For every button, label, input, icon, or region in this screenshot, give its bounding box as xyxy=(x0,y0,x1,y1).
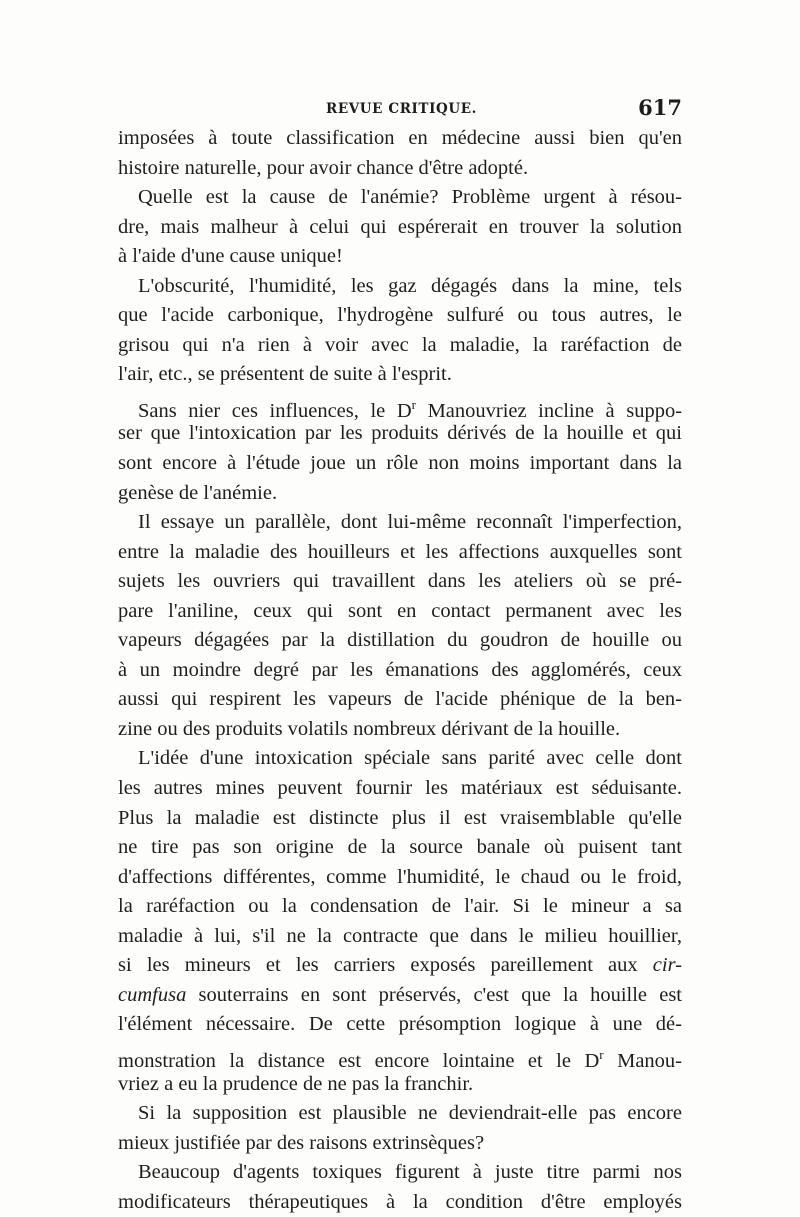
text-line: la raréfaction ou la condensation de l'air. Si le mineur a sa xyxy=(118,895,682,918)
running-title: REVUE CRITIQUE. xyxy=(326,101,477,117)
text-line: Il essaye un parallèle, dont lui-même reconnaît l'imperfection, xyxy=(138,511,682,534)
text-line: maladie à lui, s'il ne la contracte que dans le milieu houillier, xyxy=(118,924,682,947)
text-line: mieux justifiée par des raisons extrinsèques? xyxy=(118,1131,485,1154)
text-line: Sans nier ces influences, le $D^r$ Manouvriez incline à suppo- xyxy=(138,396,683,422)
text-line: l'élément nécessaire. De cette présomption logique à une dé- xyxy=(118,1013,682,1036)
text-line: genèse de l'anémie. xyxy=(118,481,278,504)
paragraph-6 xyxy=(118,744,682,1099)
page-number: 617 xyxy=(638,95,682,120)
paragraph-7 xyxy=(118,1099,682,1158)
text-line: grisou qui n'a rien à voir avec la maladie, la raréfaction de xyxy=(118,333,682,356)
body-text xyxy=(118,124,682,1217)
page-header xyxy=(118,95,682,121)
text-line: vriez a eu la prudence de ne pas la franchir. xyxy=(118,1072,474,1095)
text-line: imposées à toute classification en médecine aussi bien qu'en xyxy=(118,127,682,149)
paragraph-8 xyxy=(118,1158,682,1217)
text-line: histoire naturelle, pour avoir chance d'être adopté. xyxy=(118,156,529,179)
text-line: que l'acide carbonique, l'hydrogène sulfuré ou tous autres, le xyxy=(118,304,682,327)
text-line: les autres mines peuvent fournir les matériaux est séduisante. xyxy=(118,777,682,800)
paragraph-2 xyxy=(118,183,682,272)
paragraph-5 xyxy=(118,508,682,744)
text-line: entre la maladie des houilleurs et les affections auxquelles sont xyxy=(118,540,682,563)
text-line: monstration la distance est encore lointaine et le $D^r$ Manou- xyxy=(118,1046,682,1072)
text-line: d'affections différentes, comme l'humidité, le chaud ou le froid, xyxy=(118,865,682,888)
text-line: zine ou des produits volatils nombreux dérivant de la houille. xyxy=(118,717,621,740)
text-line: L'obscurité, l'humidité, les gaz dégagés dans la mine, tels xyxy=(138,274,682,297)
text-line: pare l'aniline, ceux qui sont en contact permanent avec les xyxy=(118,599,682,622)
paragraph-4 xyxy=(118,390,682,508)
text-line: si les mineurs et les carriers exposés pareillement aux cir- xyxy=(118,954,682,977)
text-line: ne tire pas son origine de la source banale où puisent tant xyxy=(118,836,682,859)
text-line: L'idée d'une intoxication spéciale sans parité avec celle dont xyxy=(138,747,682,770)
text-line: ser que l'intoxication par les produits dérivés de la houille et qui xyxy=(118,422,682,445)
text-line: l'air, etc., se présentent de suite à l'esprit. xyxy=(118,363,452,386)
text-line: cumfusa souterrains en sont préservés, c'est que la houille est xyxy=(118,983,682,1006)
text-line: Quelle est la cause de l'anémie? Problème urgent à résou- xyxy=(138,186,682,209)
paragraph-3 xyxy=(118,272,682,390)
text-line: modificateurs thérapeutiques à la condition d'être employés xyxy=(118,1190,682,1213)
text-line: à l'aide d'une cause unique! xyxy=(118,245,343,268)
text-line: Si la supposition est plausible ne deviendrait-elle pas encore xyxy=(138,1102,682,1125)
text-line: dre, mais malheur à celui qui espérerait en trouver la solution xyxy=(118,215,682,238)
text-line: aussi qui respirent les vapeurs de l'acide phénique de la ben- xyxy=(118,688,682,711)
text-line: sujets les ouvriers qui travaillent dans les ateliers où se pré- xyxy=(118,570,682,593)
paragraph-1 xyxy=(118,124,682,183)
text-line: Plus la maladie est distincte plus il est vraisemblable qu'elle xyxy=(118,806,682,829)
text-line: Beaucoup d'agents toxiques figurent à juste titre parmi nos xyxy=(138,1161,682,1184)
text-line: à un moindre degré par les émanations des agglomérés, ceux xyxy=(118,658,682,681)
text-line: vapeurs dégagées par la distillation du goudron de houille ou xyxy=(118,629,682,652)
text-line: sont encore à l'étude joue un rôle non moins important dans la xyxy=(118,452,682,475)
